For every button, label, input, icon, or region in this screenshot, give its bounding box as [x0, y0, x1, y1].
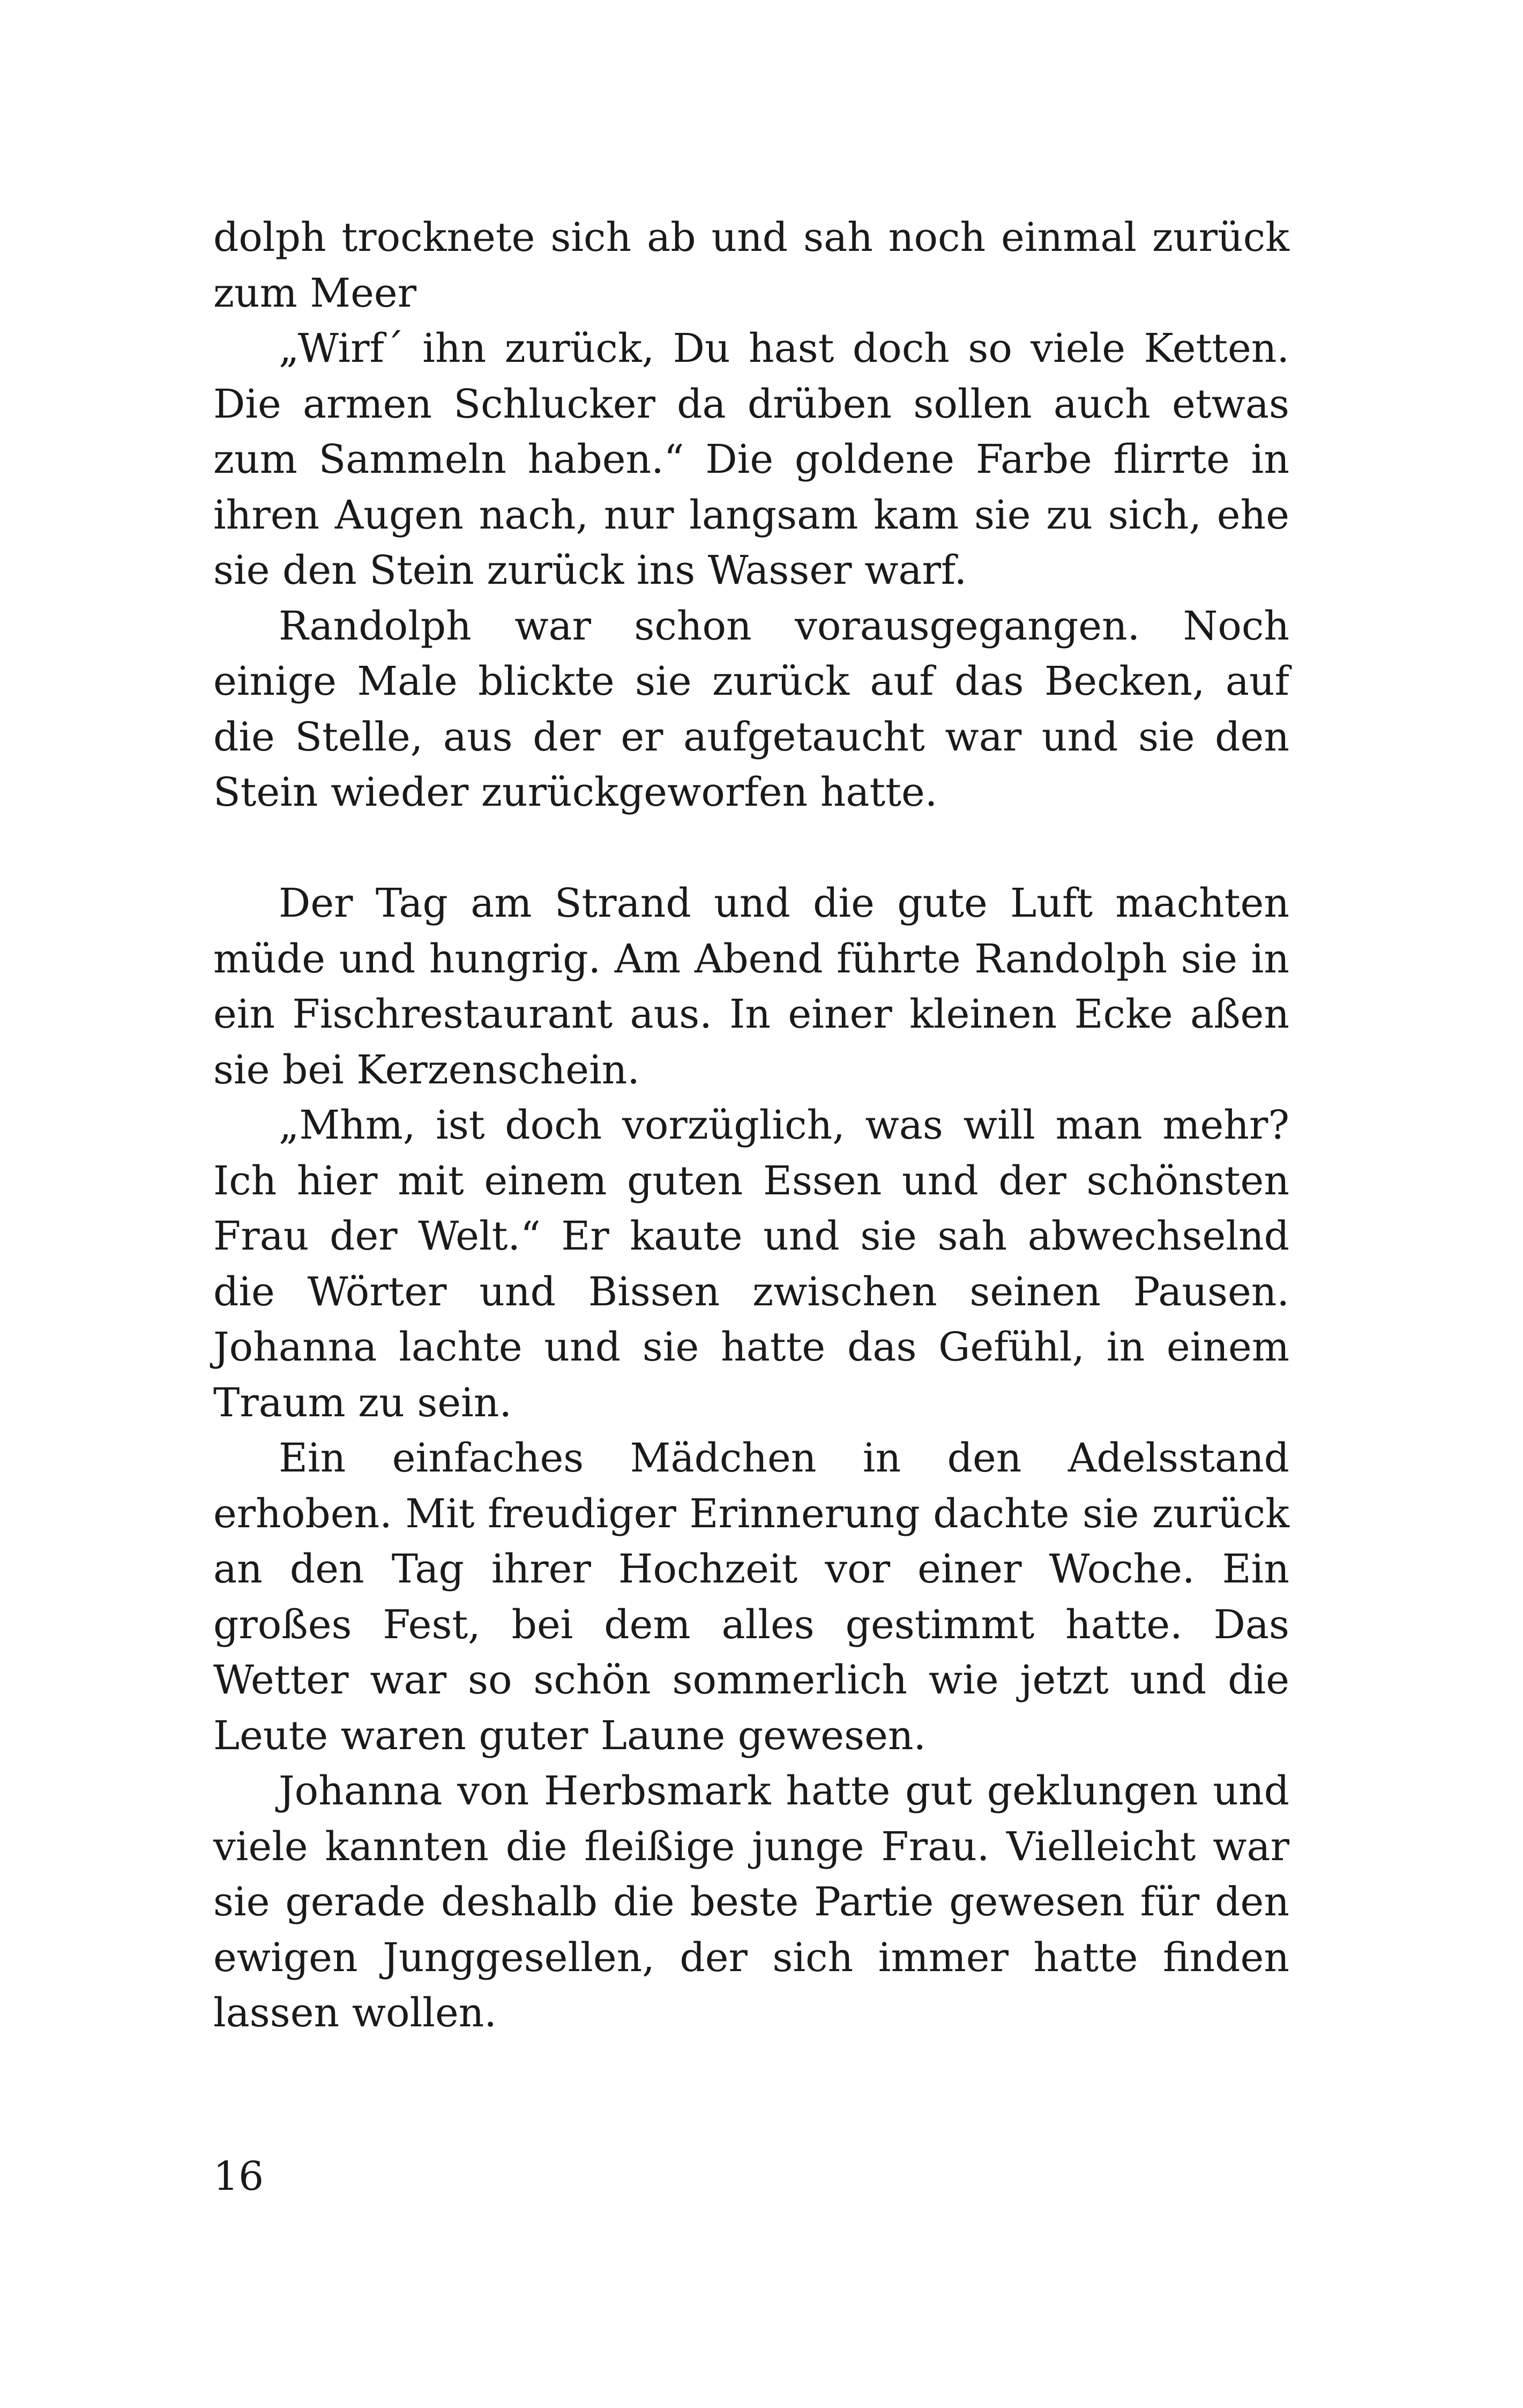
paragraph-1: dolph trocknete sich ab und sah noch einmal zurück zum Meer — [213, 214, 1289, 316]
paragraph-2: „Wirf´ ihn zurück, Du hast doch so viele Ketten. Die armen Schlucker da drüben sollen auch etwas zum Sammeln haben.“ Die goldene Farbe flirrte in ihren Augen nach, nur langsam kam sie zu sich, ehe sie den Stein zurück ins Wasser warf. — [213, 325, 1289, 593]
paragraph-5: „Mhm, ist doch vorzüglich, was will man mehr? Ich hier mit einem guten Essen und der schönsten Frau der Welt.“ Er kaute und sie sah abwechselnd die Wörter und Bissen zwischen seinen Pausen. Johanna lachte und sie hatte das Gefühl, in einem Traum zu sein. — [213, 1102, 1289, 1426]
paragraph-6: Ein einfaches Mädchen in den Adelsstand erhoben. Mit freudiger Erinnerung dachte sie zurück an den Tag ihrer Hochzeit vor einer Woche. Ein großes Fest, bei dem alles gestimmt hatte. Das Wetter war so schön sommerlich wie jetzt und die Leute waren guter Laune gewesen. — [213, 1435, 1289, 1759]
body-text — [213, 210, 1289, 2041]
paragraph-7: Johanna von Herbsmark hatte gut geklungen und viele kannten die fleißige junge Frau. Vielleicht war sie gerade deshalb die beste Partie gewesen für den ewigen Junggesellen, der sich immer hatte finden lassen wollen. — [213, 1768, 1289, 2036]
page-number: 16 — [213, 2153, 264, 2199]
paragraph-4: Der Tag am Strand und die gute Luft machten müde und hungrig. Am Abend führte Randolph sie in ein Fischrestaurant aus. In einer kleinen Ecke aßen sie bei Kerzenschein. — [213, 880, 1289, 1093]
paragraph-3: Randolph war schon vorausgegangen. Noch einige Male blickte sie zurück auf das Becken, auf die Stelle, aus der er aufgetaucht war und sie den Stein wieder zurückgeworfen hatte. — [213, 603, 1289, 815]
section-break — [213, 821, 1289, 876]
